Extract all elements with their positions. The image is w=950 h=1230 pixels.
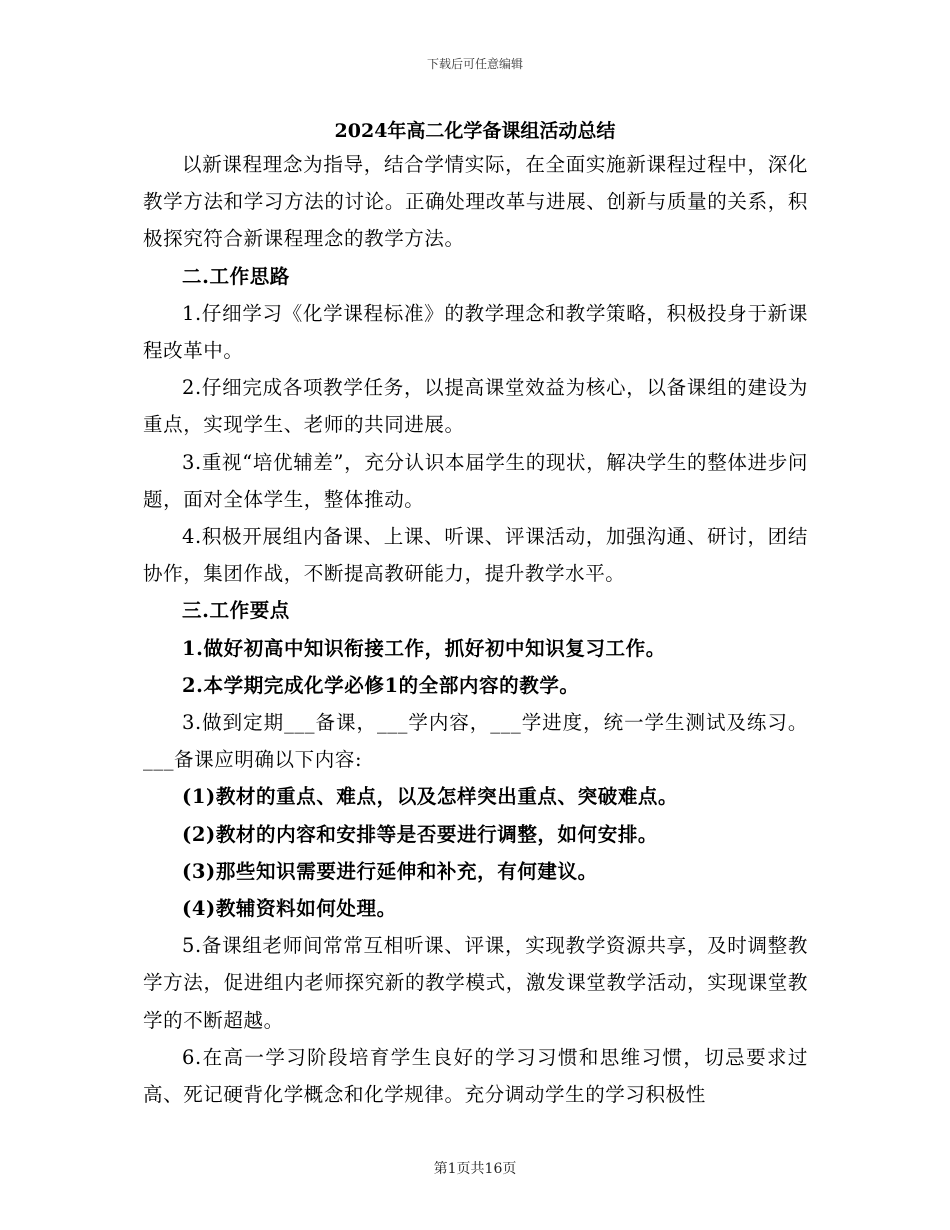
header-note: 下载后可任意编辑 [426,57,523,71]
key-point-item-1: 1.做好初高中知识衔接工作，抓好初中知识复习工作。 [182,636,666,660]
work-idea-item-1: 1.仔细学习《化学课程标准》的教学理念和教学策略，积极投身于新课程改革中。 [143,301,808,363]
work-idea-item-3: 3.重视“培优辅差”，充分认识本届学生的现状，解决学生的整体进步问题，面对全体学生，整体推动。 [143,450,808,511]
section-heading-key-points: 三.工作要点 [182,599,290,623]
key-point-item-5: 5.备课组老师间常常互相听课、评课，实现教学资源共享，及时调整教学方法，促进组内老师探究新的教学模式，激发课堂教学活动，实现课堂教学的不断超越。 [143,934,808,1032]
key-point-item-3: 3.做到定期___备课，___学内容，___学进度，统一学生测试及练习。___备课应明确以下内容: [143,711,808,772]
intro-paragraph: 以新课程理念为指导，结合学情实际，在全面实施新课程过程中，深化教学方法和学习方法的讨论。正确处理改革与进展、创新与质量的关系，积极探究符合新课程理念的教学方法。 [143,153,808,251]
sub-item-1: (1)教材的重点、难点，以及怎样突出重点、突破难点。 [182,785,679,809]
page-number: 第1页共16页 [433,1161,517,1177]
key-point-item-2: 2.本学期完成化学必修1的全部内容的教学。 [182,673,580,697]
work-idea-item-4: 4.积极开展组内备课、上课、听课、评课活动，加强沟通、研讨，团结协作，集团作战，不断提高教研能力，提升教学水平。 [143,525,808,586]
work-idea-item-2: 2.仔细完成各项教学任务，以提高课堂效益为核心，以备课组的建设为重点，实现学生、老师的共同进展。 [143,376,808,437]
document-body [143,146,808,1113]
sub-item-3: (3)那些知识需要进行延伸和补充，有何建议。 [182,859,598,883]
sub-item-4: (4)教辅资料如何处理。 [182,897,397,921]
key-point-item-6: 6.在高一学习阶段培育学生良好的学习习惯和思维习惯，切忌要求过高、死记硬背化学概念和化学规律。充分调动学生的学习积极性 [143,1045,808,1107]
sub-item-2: (2)教材的内容和安排等是否要进行调整，如何安排。 [182,822,659,846]
document-title: 2024年高二化学备课组活动总结 [334,120,616,142]
section-heading-work-ideas: 二.工作思路 [182,264,290,288]
